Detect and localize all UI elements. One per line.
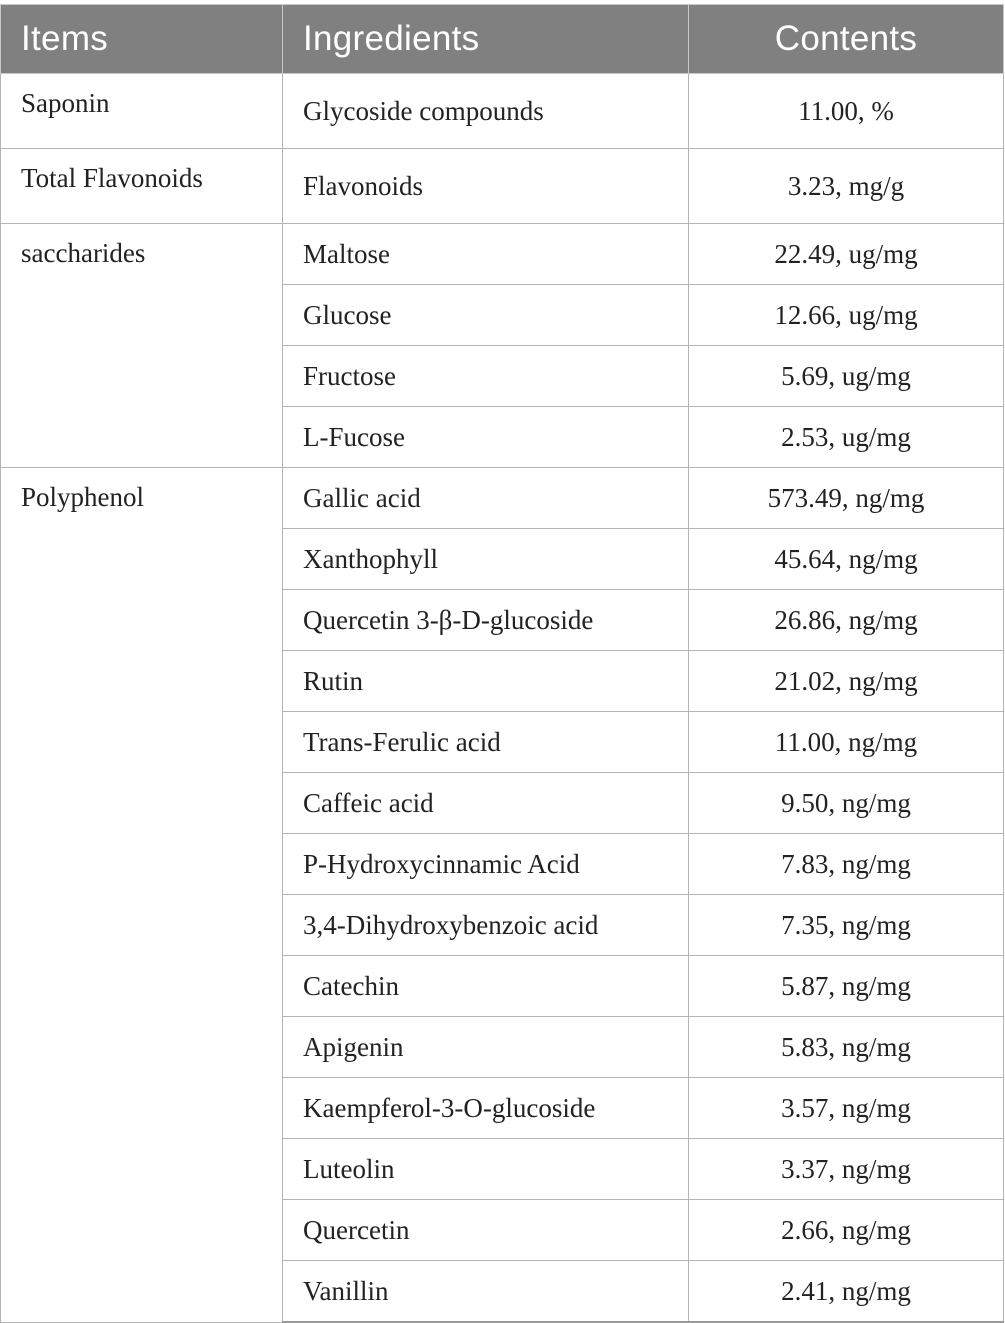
ingredient-cell: Xanthophyll xyxy=(283,529,689,590)
table-header xyxy=(1,5,1004,74)
ingredient-cell: Gallic acid xyxy=(283,468,689,529)
header-ingredients: Ingredients xyxy=(283,5,689,74)
header-items: Items xyxy=(1,5,283,74)
table-row xyxy=(1,224,1004,285)
ingredient-cell: Rutin xyxy=(283,651,689,712)
item-cell: Saponin xyxy=(1,74,283,149)
ingredient-cell: Caffeic acid xyxy=(283,773,689,834)
item-cell: saccharides xyxy=(1,224,283,468)
ingredient-cell: Flavonoids xyxy=(283,149,689,224)
content-cell: 3.57, ng/mg xyxy=(689,1078,1004,1139)
ingredient-cell: L-Fucose xyxy=(283,407,689,468)
content-cell: 2.53, ug/mg xyxy=(689,407,1004,468)
ingredient-cell: Glycoside compounds xyxy=(283,74,689,149)
content-cell: 3.23, mg/g xyxy=(689,149,1004,224)
item-cell: Total Flavonoids xyxy=(1,149,283,224)
ingredient-cell: Catechin xyxy=(283,956,689,1017)
ingredient-cell: Maltose xyxy=(283,224,689,285)
item-cell: Polyphenol xyxy=(1,468,283,1323)
table-body xyxy=(1,74,1004,1323)
content-cell: 45.64, ng/mg xyxy=(689,529,1004,590)
content-cell: 2.41, ng/mg xyxy=(689,1261,1004,1323)
ingredient-cell: Apigenin xyxy=(283,1017,689,1078)
header-row xyxy=(1,5,1004,74)
table-row xyxy=(1,149,1004,224)
content-cell: 5.87, ng/mg xyxy=(689,956,1004,1017)
content-cell: 12.66, ug/mg xyxy=(689,285,1004,346)
ingredient-cell: Vanillin xyxy=(283,1261,689,1323)
content-cell: 11.00, % xyxy=(689,74,1004,149)
ingredient-cell: P-Hydroxycinnamic Acid xyxy=(283,834,689,895)
content-cell: 11.00, ng/mg xyxy=(689,712,1004,773)
ingredients-table xyxy=(0,4,1004,1323)
ingredient-cell: Trans-Ferulic acid xyxy=(283,712,689,773)
content-cell: 22.49, ug/mg xyxy=(689,224,1004,285)
content-cell: 5.83, ng/mg xyxy=(689,1017,1004,1078)
content-cell: 2.66, ng/mg xyxy=(689,1200,1004,1261)
header-contents: Contents xyxy=(689,5,1004,74)
ingredient-cell: 3,4-Dihydroxybenzoic acid xyxy=(283,895,689,956)
content-cell: 21.02, ng/mg xyxy=(689,651,1004,712)
content-cell: 7.35, ng/mg xyxy=(689,895,1004,956)
content-cell: 573.49, ng/mg xyxy=(689,468,1004,529)
table-row xyxy=(1,468,1004,529)
content-cell: 3.37, ng/mg xyxy=(689,1139,1004,1200)
ingredient-cell: Glucose xyxy=(283,285,689,346)
ingredient-cell: Fructose xyxy=(283,346,689,407)
content-cell: 26.86, ng/mg xyxy=(689,590,1004,651)
content-cell: 7.83, ng/mg xyxy=(689,834,1004,895)
table-row xyxy=(1,74,1004,149)
content-cell: 9.50, ng/mg xyxy=(689,773,1004,834)
ingredient-cell: Quercetin 3-β-D-glucoside xyxy=(283,590,689,651)
ingredient-cell: Quercetin xyxy=(283,1200,689,1261)
ingredient-cell: Kaempferol-3-O-glucoside xyxy=(283,1078,689,1139)
content-cell: 5.69, ug/mg xyxy=(689,346,1004,407)
ingredient-cell: Luteolin xyxy=(283,1139,689,1200)
